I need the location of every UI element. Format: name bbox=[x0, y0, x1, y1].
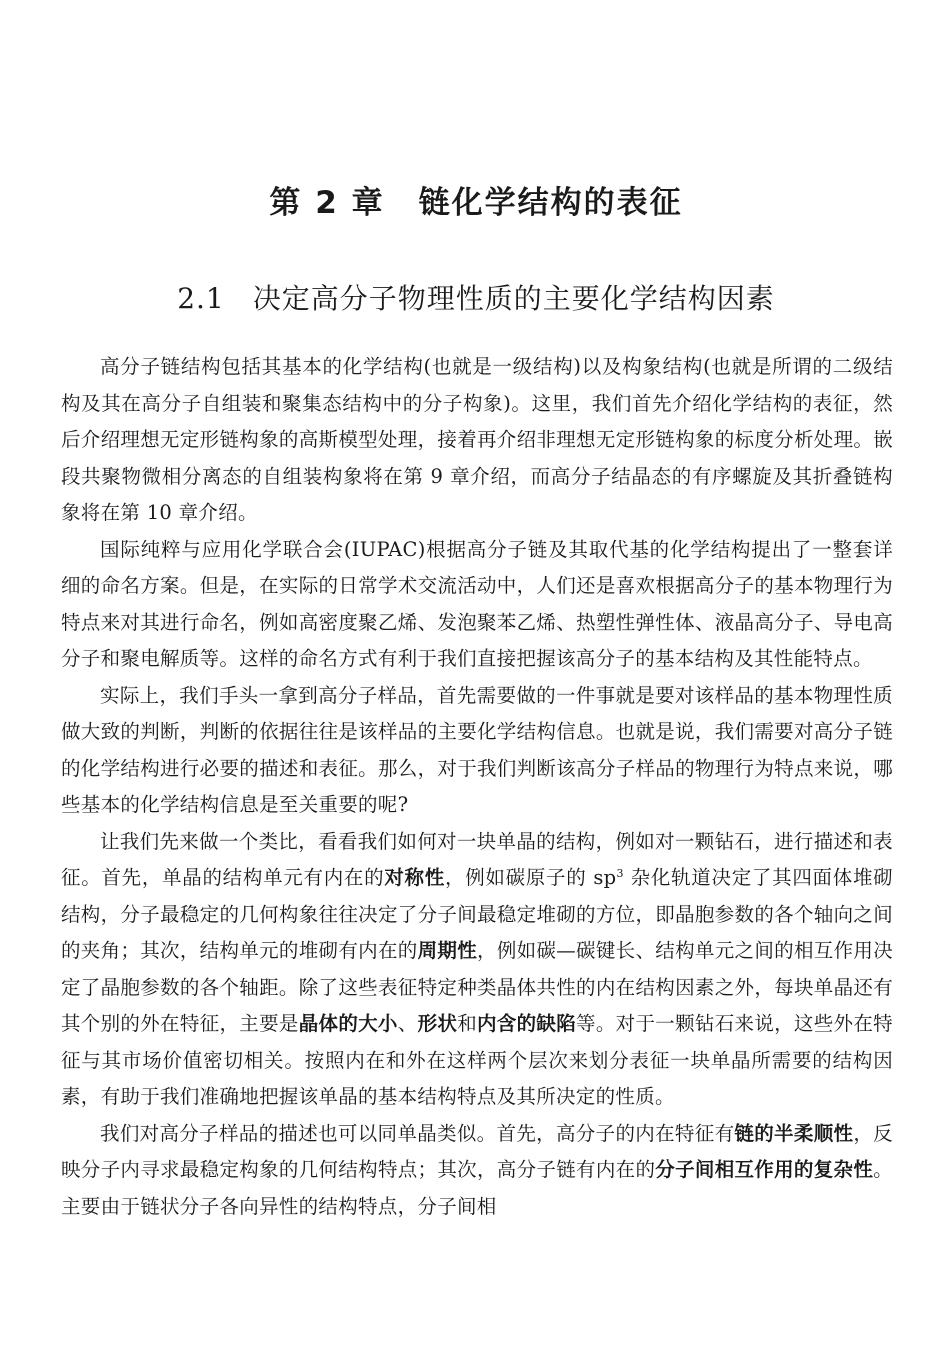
text-run: 。主要由于链状分子各向异性的结构特点，分子间相 bbox=[61, 1158, 893, 1218]
text-run: ，例如碳—碳键长、结构单元之间的相互作用决定了晶胞参数的各个轴距。除了这些表征特定种类晶体共性的内在结构因素之外，每块单晶还有其个别的外在特征，主要是 bbox=[61, 939, 893, 1035]
text-run: 我们对高分子样品的描述也可以同单晶类似。首先，高分子的内在特征有 bbox=[100, 1121, 735, 1145]
text-run: 和 bbox=[457, 1012, 477, 1035]
paragraph-2: 国际纯粹与应用化学联合会(IUPAC)根据高分子链及其取代基的化学结构提出了一整套详细的命名方案。但是，在实际的日常学术交流活动中，人们还是喜欢根据高分子的基本物理行为特点来对其进行命名，例如高密度聚乙烯、发泡聚苯乙烯、热塑性弹性体、液晶高分子、导电高分子和聚电解质等。这样的命名方式有利于我们直接把握该高分子的基本结构及其性能特点。 bbox=[61, 537, 893, 670]
bold-term: 形状 bbox=[417, 1012, 458, 1035]
text-run: ，反映分子内寻求最稳定构象的几何结构特点；其次，高分子链有内在的 bbox=[61, 1121, 893, 1181]
text-run: 杂化轨道决定了其四面体堆砌结构，分子最稳定的几何构象往往决定了分子间最稳定堆砌的方位，即晶胞参数的各个轴向之间的夹角；其次，结构单元的堆砌有内在的 bbox=[61, 866, 893, 962]
text-run: ，例如碳原子的 sp bbox=[444, 866, 617, 889]
bold-term: 周期性 bbox=[417, 939, 478, 962]
paragraph-1: 高分子链结构包括其基本的化学结构(也就是一级结构)以及构象结构(也就是所谓的二级结构及其在高分子自组装和聚集态结构中的分子构象)。这里，我们首先介绍化学结构的表征，然后介绍理想无定形链构象的高斯模型处理，接着再介绍非理想无定形链构象的标度分析处理。嵌段共聚物微相分离态的自组装构象将在第 9 章介绍，而高分子结晶态的有序螺旋及其折叠链构象将在第 10 章介绍。 bbox=[61, 355, 893, 524]
text-run: 、 bbox=[397, 1012, 418, 1035]
text-run: 等。对于一颗钻石来说，这些外在特征与其市场价值密切相关。按照内在和外在这样两个层次来划分表征一块单晶所需要的结构因素，有助于我们准确地把握该单晶的基本结构特点及其所决定的性质。 bbox=[61, 1012, 893, 1108]
paragraph-3: 实际上，我们手头一拿到高分子样品，首先需要做的一件事就是要对该样品的基本物理性质做大致的判断，判断的依据往往是该样品的主要化学结构信息。也就是说，我们需要对高分子链的化学结构进行必要的描述和表征。那么，对于我们判断该高分子样品的物理行为特点来说，哪些基本的化学结构信息是至关重要的呢? bbox=[61, 683, 893, 816]
paragraph-4 bbox=[61, 824, 893, 1116]
bold-term: 链的半柔顺性 bbox=[734, 1121, 854, 1145]
bold-term: 内含的缺陷 bbox=[477, 1012, 577, 1035]
superscript: 3 bbox=[616, 867, 624, 880]
paragraph-5 bbox=[61, 1116, 893, 1226]
body-text bbox=[61, 349, 893, 1225]
chapter-heading bbox=[0, 178, 952, 228]
section-number: 2.1 bbox=[177, 282, 225, 315]
chapter-title-text: 链化学结构的表征 bbox=[418, 185, 683, 221]
bold-term: 分子间相互作用的复杂性 bbox=[655, 1158, 874, 1181]
section-heading bbox=[0, 276, 952, 322]
chapter-number: 第 2 章 bbox=[269, 185, 385, 221]
bold-term: 晶体的大小 bbox=[298, 1012, 398, 1035]
bold-term: 对称性 bbox=[384, 866, 445, 889]
section-title-text: 决定高分子物理性质的主要化学结构因素 bbox=[252, 282, 775, 315]
text-run: 让我们先来做一个类比，看看我们如何对一块单晶的结构，例如对一颗钻石，进行描述和表征。首先，单晶的结构单元有内在的 bbox=[61, 829, 893, 889]
